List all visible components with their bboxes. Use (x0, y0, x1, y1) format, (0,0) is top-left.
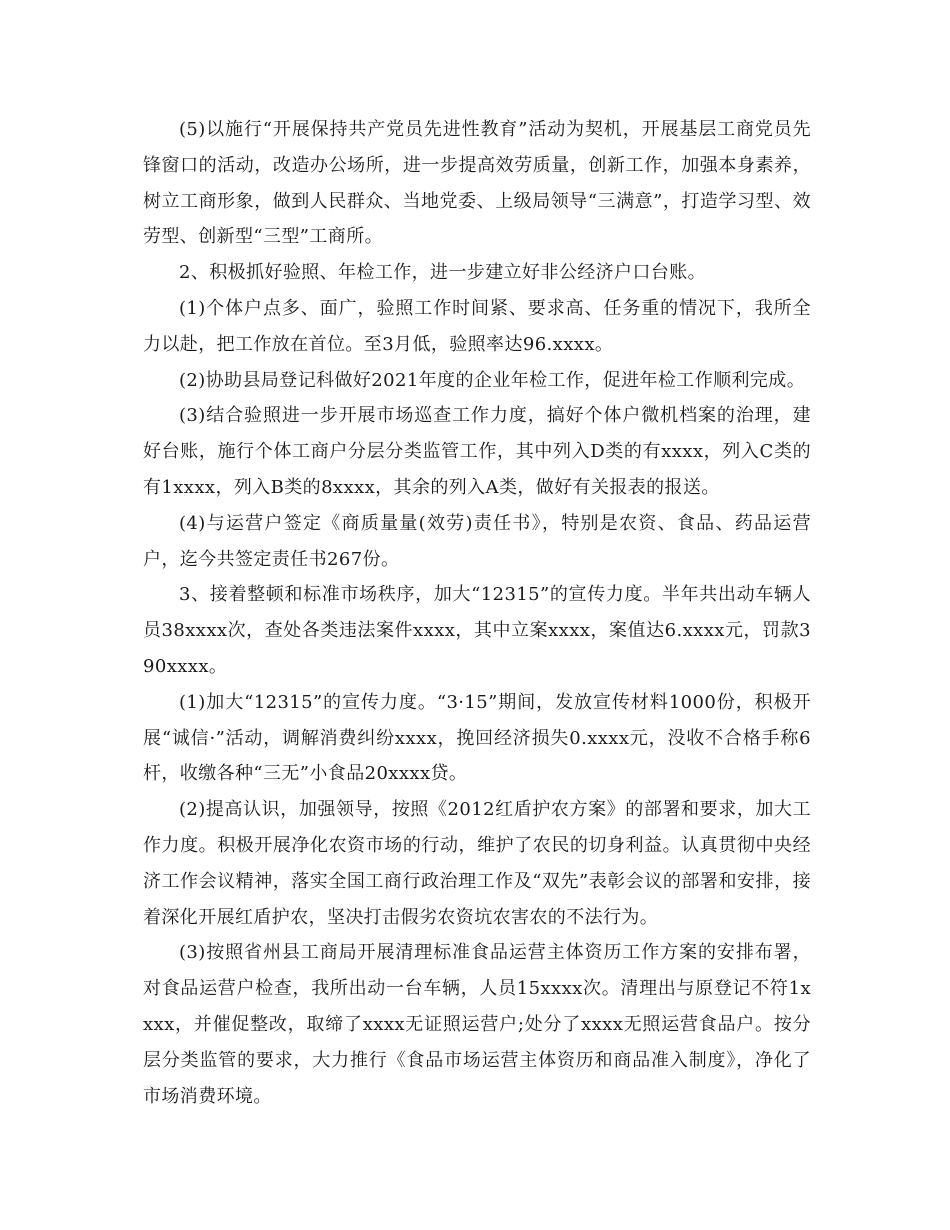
paragraph-3-market-patrol: (3)结合验照进一步开展市场巡查工作力度，搞好个体户微机档案的治理，建好台账，施行个体工商户分层分类监管工作，其中列入D类的有xxxx，列入C类的有1xxxx，列入B类的8xxxx，其余的列入A类，做好有关报表的报送。 (143, 405, 811, 498)
document-body (143, 112, 811, 1114)
paragraph-2-red-shield-agriculture: (2)提高认识，加强领导，按照《2012红盾护农方案》的部署和要求，加大工作力度。积极开展净化农资市场的行动，维护了农民的切身利益。认真贯彻中央经济工作会议精神，落实全国工商行政治理工作及“双先”表彰会议的部署和安排，接着深化开展红盾护农，坚决打击假劣农资坑农害农的不法行为。 (143, 799, 811, 928)
paragraph-1-license-verification: (1)个体户点多、面广，验照工作时间紧、要求高、任务重的情况下，我所全力以赴，把工作放在首位。至3月低，验照率达96.xxxx。 (143, 297, 811, 355)
section-heading-3-market-order: 3、接着整顿和标准市场秩序，加大“12315”的宣传力度。半年共出动车辆人员38xxxx次，查处各类违法案件xxxx，其中立案xxxx，案值达6.xxxx元，罚款390xxxx。 (143, 584, 811, 677)
paragraph-1-12315-publicity: (1)加大“12315”的宣传力度。“3·15”期间，发放宣传材料1000份，积极开展“诚信·”活动，调解消费纠纷xxxx，挽回经济损失0.xxxx元，没收不合格手称6杆，收缴各种“三无”小食品20xxxx贷。 (143, 691, 811, 785)
paragraph-2-annual-inspection: (2)协助县局登记科做好2021年度的企业年检工作，促进年检工作顺利完成。 (179, 369, 806, 391)
paragraph-3-food-operator-cleanup: (3)按照省州县工商局开展清理标准食品运营主体资历工作方案的安排布署，对食品运营户检查，我所出动一台车辆，人员15xxxx次。清理出与原登记不符1xxxx，并催促整改，取缔了xxxx无证照运营户;处分了xxxx无照运营食品户。按分层分类监管的要求，大力推行《食品市场运营主体资历和商品准入制度》，净化了市场消费环境。 (143, 942, 811, 1107)
paragraph-4-responsibility-letter: (4)与运营户签定《商质量量(效劳)责任书》，特别是农资、食品、药品运营户，迄今共签定责任书267份。 (143, 512, 811, 570)
section-heading-2-license-inspection: 2、积极抓好验照、年检工作，进一步建立好非公经济户口台账。 (179, 262, 707, 284)
paragraph-5-party-education: (5)以施行“开展保持共产党员先进性教育”活动为契机，开展基层工商党员先锋窗口的活动，改造办公场所，进一步提高效劳质量，创新工作，加强本身素养，树立工商形象，做到人民群众、当地党委、上级局领导“三满意”，打造学习型、效劳型、创新型“三型”工商所。 (143, 119, 811, 248)
